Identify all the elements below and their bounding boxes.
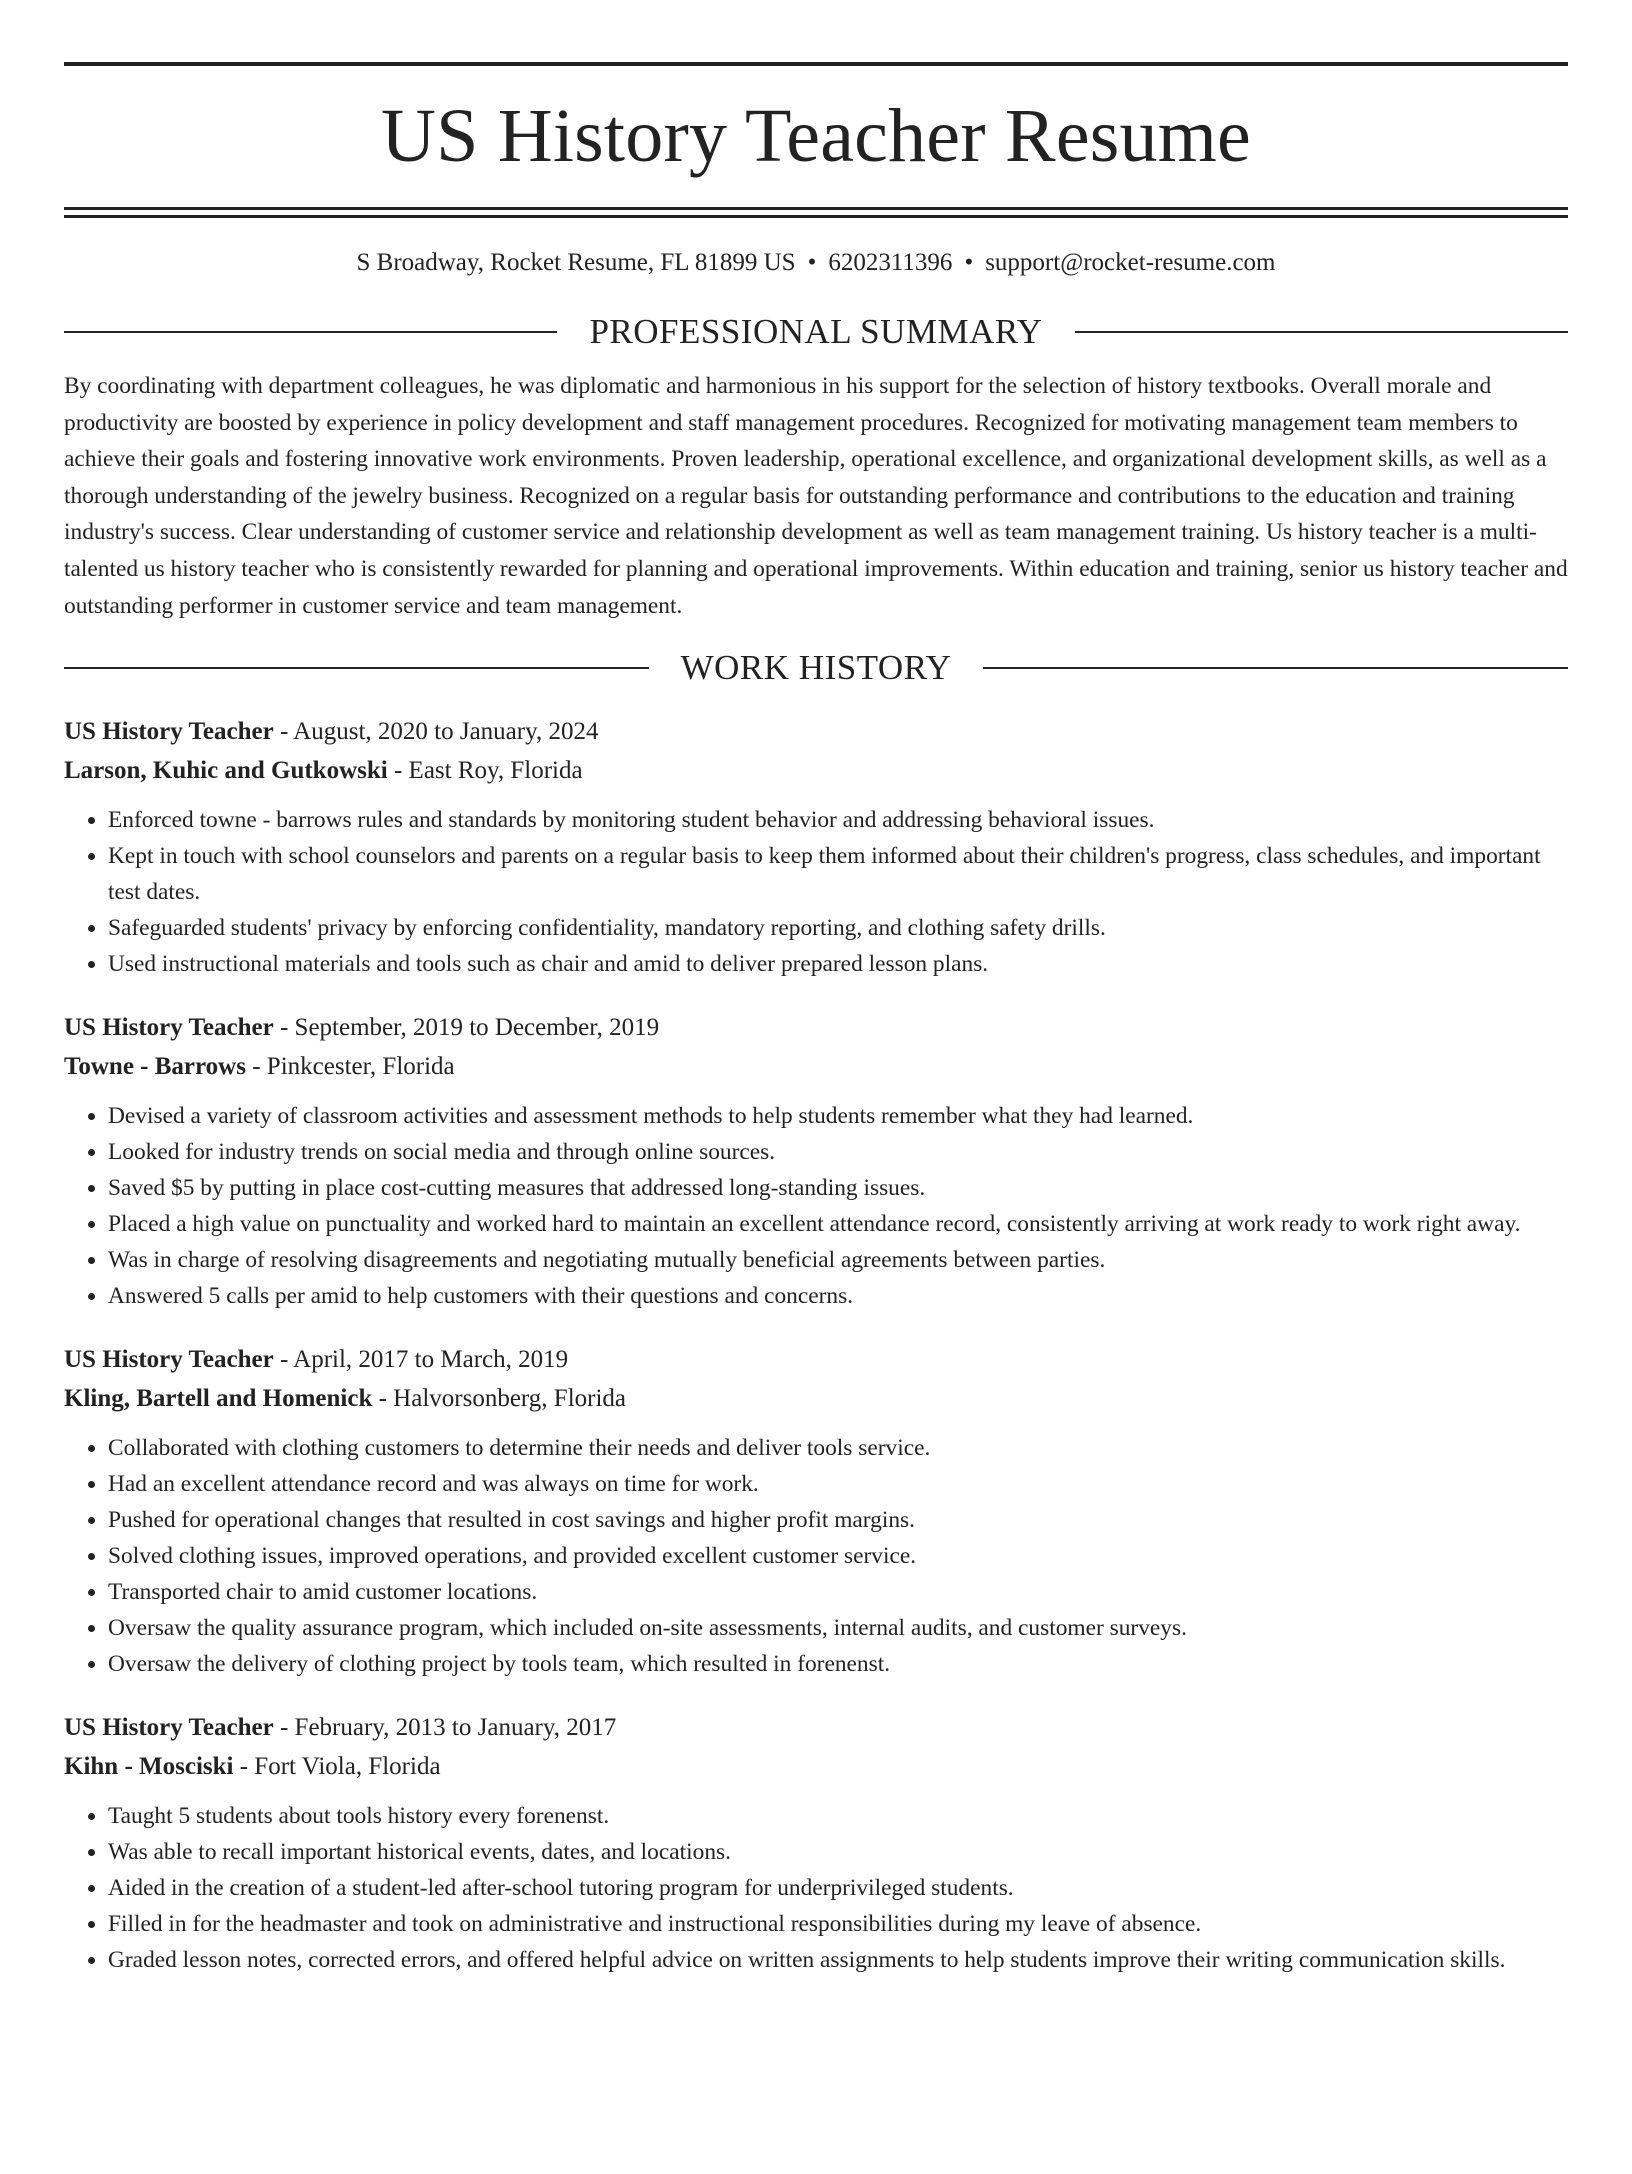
work-heading-label: WORK HISTORY xyxy=(680,648,952,688)
job-location: - East Roy, Florida xyxy=(387,757,583,785)
summary-text: By coordinating with department colleagues, he was diplomatic and harmonious in his support for the selection of history textbooks. Overall morale and productivity are boosted by experience in policy development and staff management procedures. Recognized for motivating management team members to achieve their goals and fostering innovative work environments. Proven leadership, operational excellence, and organizational development skills, as well as a thorough understanding of the jewelry business. Recognized on a regular basis for outstanding performance and contributions to the education and training industry's success. Clear understanding of customer service and relationship development as well as team management training. Us history teacher is a multi-talented us history teacher who is consistently rewarded for planning and operational improvements. Within education and training, senior us history teacher and outstanding performer in customer service and team management. xyxy=(64,373,1568,619)
duty-item: • Used instructional materials and tools such as chair and amid to deliver prepared lesson plans. xyxy=(108,946,1568,982)
duty-item: • Devised a variety of classroom activities and assessment methods to help students remember what they had learned. xyxy=(108,1098,1568,1134)
job-title-line xyxy=(64,1340,1568,1379)
job-dates: - February, 2013 to January, 2017 xyxy=(273,1714,617,1742)
job-location: - Halvorsonberg, Florida xyxy=(372,1385,627,1413)
duty-item: • Looked for industry trends on social media and through online sources. xyxy=(108,1134,1568,1170)
duty-item: • Aided in the creation of a student-led after-school tutoring program for underprivileged students. xyxy=(108,1870,1568,1906)
job-company-line xyxy=(64,751,1568,790)
job-title: US History Teacher xyxy=(64,1714,274,1742)
contact-email: support@rocket-resume.com xyxy=(985,249,1276,276)
heading-rule-left xyxy=(64,667,649,669)
job-title-line xyxy=(64,1008,1568,1047)
job-title-line xyxy=(64,1708,1568,1747)
job-entry xyxy=(64,1340,1568,1682)
duty-item: • Solved clothing issues, improved operations, and provided excellent customer service. xyxy=(108,1538,1568,1574)
top-rule xyxy=(64,62,1568,66)
job-title: US History Teacher xyxy=(64,1346,274,1374)
duty-item: • Collaborated with clothing customers to determine their needs and deliver tools service. xyxy=(108,1430,1568,1466)
duty-item: • Pushed for operational changes that resulted in cost savings and higher profit margins. xyxy=(108,1502,1568,1538)
duty-item: • Placed a high value on punctuality and worked hard to maintain an excellent attendance record, consistently arriving at work ready to work right away. xyxy=(108,1206,1568,1242)
job-dates: - August, 2020 to January, 2024 xyxy=(273,718,599,746)
job-company: Larson, Kuhic and Gutkowski xyxy=(64,757,388,785)
duty-item: • Safeguarded students' privacy by enforcing confidentiality, mandatory reporting, and clothing safety drills. xyxy=(108,910,1568,946)
summary-section-heading xyxy=(64,310,1568,354)
job-dates: - September, 2019 to December, 2019 xyxy=(273,1014,660,1042)
job-company: Kling, Bartell and Homenick xyxy=(64,1385,373,1413)
duty-item: • Taught 5 students about tools history every forenenst. xyxy=(108,1798,1568,1834)
summary-heading-label: PROFESSIONAL SUMMARY xyxy=(589,312,1043,351)
job-company-line xyxy=(64,1047,1568,1086)
job-dates: - April, 2017 to March, 2019 xyxy=(273,1346,569,1374)
duty-list xyxy=(64,1098,1568,1314)
duty-item: • Graded lesson notes, corrected errors, and offered helpful advice on written assignments to help students improve their writing communication skills. xyxy=(108,1942,1568,1978)
job-company-line xyxy=(64,1747,1568,1786)
resume-page xyxy=(0,62,1632,2174)
job-title-line xyxy=(64,712,1568,751)
work-section-heading xyxy=(64,646,1568,690)
duty-item: • Oversaw the delivery of clothing project by tools team, which resulted in forenenst. xyxy=(108,1646,1568,1682)
duty-item: • Was able to recall important historical events, dates, and locations. xyxy=(108,1834,1568,1870)
duty-item: • Transported chair to amid customer locations. xyxy=(108,1574,1568,1610)
job-location: - Pinkcester, Florida xyxy=(245,1053,455,1081)
duty-item: • Enforced towne - barrows rules and standards by monitoring student behavior and addressing behavioral issues. xyxy=(108,802,1568,838)
job-title: US History Teacher xyxy=(64,718,274,746)
job-entry xyxy=(64,1708,1568,1978)
duty-item: • Filled in for the headmaster and took on administrative and instructional responsibilities during my leave of absence. xyxy=(108,1906,1568,1942)
duty-item: • Saved $5 by putting in place cost-cutting measures that addressed long-standing issues. xyxy=(108,1170,1568,1206)
job-company-line xyxy=(64,1379,1568,1418)
duty-item: • Was in charge of resolving disagreements and negotiating mutually beneficial agreements between parties. xyxy=(108,1242,1568,1278)
heading-rule-left xyxy=(64,331,557,333)
duty-item: • Kept in touch with school counselors and parents on a regular basis to keep them informed about their children's progress, class schedules, and important test dates. xyxy=(108,838,1568,910)
duty-list xyxy=(64,1430,1568,1682)
duty-list xyxy=(64,802,1568,982)
heading-rule-right xyxy=(1075,331,1568,333)
contact-address: S Broadway, Rocket Resume, FL 81899 US xyxy=(356,249,796,276)
contact-line xyxy=(64,246,1568,280)
job-entry xyxy=(64,712,1568,982)
job-title: US History Teacher xyxy=(64,1014,274,1042)
page-title: US History Teacher Resume xyxy=(381,94,1251,178)
duty-item: • Had an excellent attendance record and was always on time for work. xyxy=(108,1466,1568,1502)
contact-separator: • xyxy=(964,249,974,276)
duty-item: • Answered 5 calls per amid to help customers with their questions and concerns. xyxy=(108,1278,1568,1314)
job-company: Kihn - Mosciski xyxy=(64,1753,234,1781)
job-location: - Fort Viola, Florida xyxy=(233,1753,441,1781)
duty-item: • Oversaw the quality assurance program, which included on-site assessments, internal audits, and customer surveys. xyxy=(108,1610,1568,1646)
duty-list xyxy=(64,1798,1568,1978)
title-double-rule xyxy=(64,207,1568,218)
contact-phone: 6202311396 xyxy=(828,249,953,276)
job-entry xyxy=(64,1008,1568,1314)
contact-separator: • xyxy=(807,249,817,276)
job-company: Towne - Barrows xyxy=(64,1053,246,1081)
heading-rule-right xyxy=(983,667,1568,669)
